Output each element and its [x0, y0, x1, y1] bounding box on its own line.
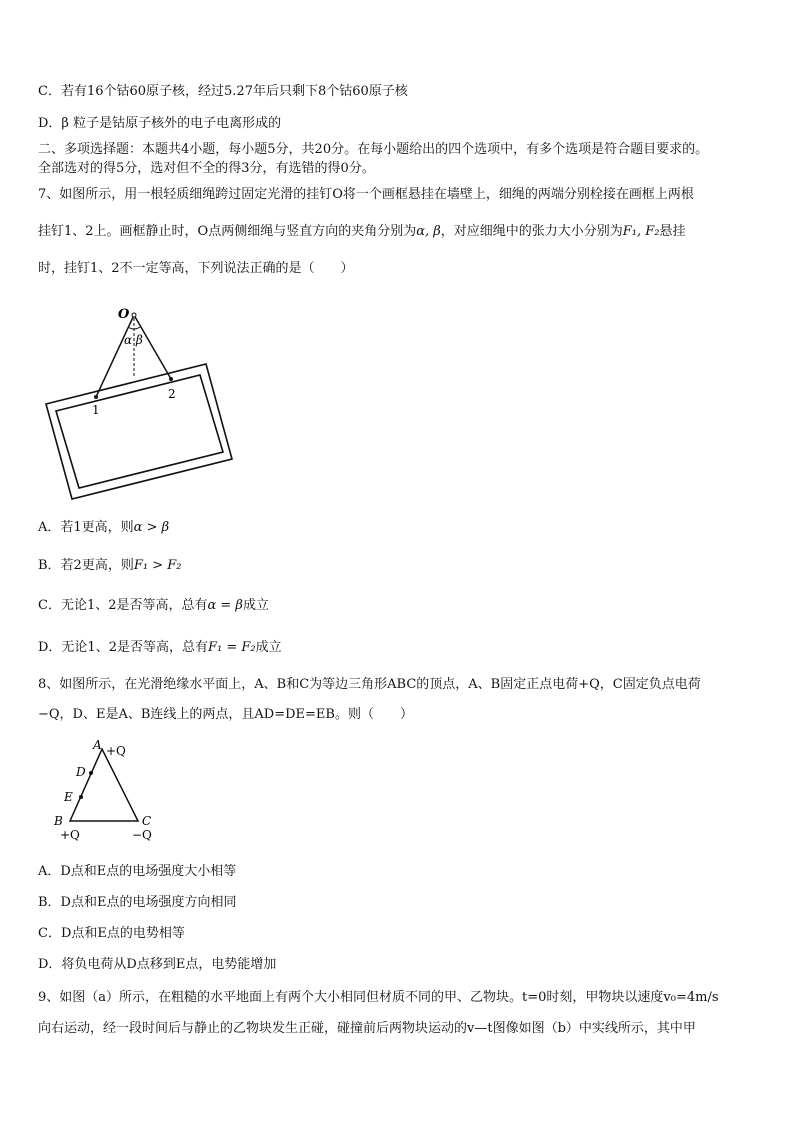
label-a: A [93, 738, 102, 752]
option-text: 成立 [242, 598, 269, 613]
option-text: 成立 [255, 640, 282, 655]
option-math: F₁ = F₂ [207, 640, 256, 655]
label-c-charge: −Q [132, 828, 152, 842]
q7-text-part: ，对应细绳中的张力大小分别为 [440, 224, 623, 239]
question-7-text-2 [38, 224, 686, 240]
peg-2 [169, 377, 173, 381]
section-heading: 二、多项选择题：本题共4小题，每小题5分，共20分。在每小题给出的四个选项中，有多个选项是符合题目要求的。 [38, 142, 709, 157]
label-a-charge: +Q [106, 744, 126, 758]
figure-8-triangle [50, 735, 170, 845]
option-math: α > β [133, 520, 170, 535]
question-8-option-a: A．D点和E点的电场强度大小相等 [38, 864, 237, 879]
label-alpha-beta: α β [124, 333, 143, 347]
label-d: D [76, 765, 86, 779]
question-9-text: 9、如图（a）所示，在粗糙的水平地面上有两个大小相同但材质不同的甲、乙物块。t=0时刻，甲物块以速度v₀=4m/s [38, 990, 719, 1005]
figure-7-picture-frame [40, 300, 240, 505]
q7-angles: α, β [416, 224, 441, 239]
question-7-text: 7、如图所示，用一根轻质细绳跨过固定光滑的挂钉O将一个画框悬挂在墙壁上，细绳的两端分别栓接在画框上两根 [38, 187, 694, 202]
label-e: E [64, 790, 73, 804]
question-7-text-3: 时，挂钉1、2不一定等高，下列说法正确的是（ ） [38, 261, 354, 276]
label-o: O [118, 307, 130, 322]
option-text: A．若1更高，则 [38, 520, 134, 535]
question-7-option-b [38, 558, 181, 574]
option-7prev-c: C．若有16个钴60原子核，经过5.27年后只剩下8个钴60原子核 [38, 84, 408, 99]
option-text: C．无论1、2是否等高，总有 [38, 598, 208, 613]
q7-text-part: 挂钉1、2上。画框静止时，O点两侧细绳与竖直方向的夹角分别为 [38, 224, 417, 239]
question-8-option-b: B．D点和E点的电场强度方向相同 [38, 895, 237, 910]
point-e [79, 795, 83, 799]
label-2: 2 [168, 387, 176, 401]
option-math: α = β [207, 598, 243, 613]
label-b: B [54, 814, 63, 828]
question-7-option-d [38, 640, 282, 656]
label-1: 1 [92, 403, 100, 417]
question-8-text: 8、如图所示，在光滑绝缘水平面上，A、B和C为等边三角形ABC的顶点，A、B固定正点电荷+Q，C固定负点电荷 [38, 677, 701, 692]
peg-o [132, 313, 136, 317]
q7-text-part: 悬挂 [659, 224, 686, 239]
peg-1 [94, 395, 98, 399]
string-right [134, 315, 171, 379]
question-8-option-c: C．D点和E点的电势相等 [38, 926, 185, 941]
question-9-text-2: 向右运动，经一段时间后与静止的乙物块发生正碰，碰撞前后两物块运动的v—t图像如图（b）中实线所示，其中甲 [38, 1021, 696, 1036]
option-7prev-d: D．β 粒子是钴原子核外的电子电离形成的 [38, 116, 282, 131]
label-c: C [142, 814, 152, 828]
label-b-charge: +Q [60, 828, 80, 842]
section-scoring: 全部选对的得5分，选对但不全的得3分，有选错的得0分。 [38, 161, 375, 176]
question-7-option-a [38, 520, 169, 536]
option-math: F₁ > F₂ [133, 558, 182, 573]
question-7-option-c [38, 598, 269, 614]
question-8-option-d: D．将负电荷从D点移到E点，电势能增加 [38, 957, 277, 972]
point-d [89, 771, 93, 775]
question-8-text-2: −Q，D、E是A、B连线上的两点，且AD=DE=EB。则（ ） [38, 707, 413, 722]
q7-forces: F₁, F₂ [622, 224, 660, 239]
triangle-abc [70, 749, 138, 821]
option-text: B．若2更高，则 [38, 558, 134, 573]
frame-outer [46, 364, 232, 499]
option-text: D．无论1、2是否等高，总有 [38, 640, 208, 655]
